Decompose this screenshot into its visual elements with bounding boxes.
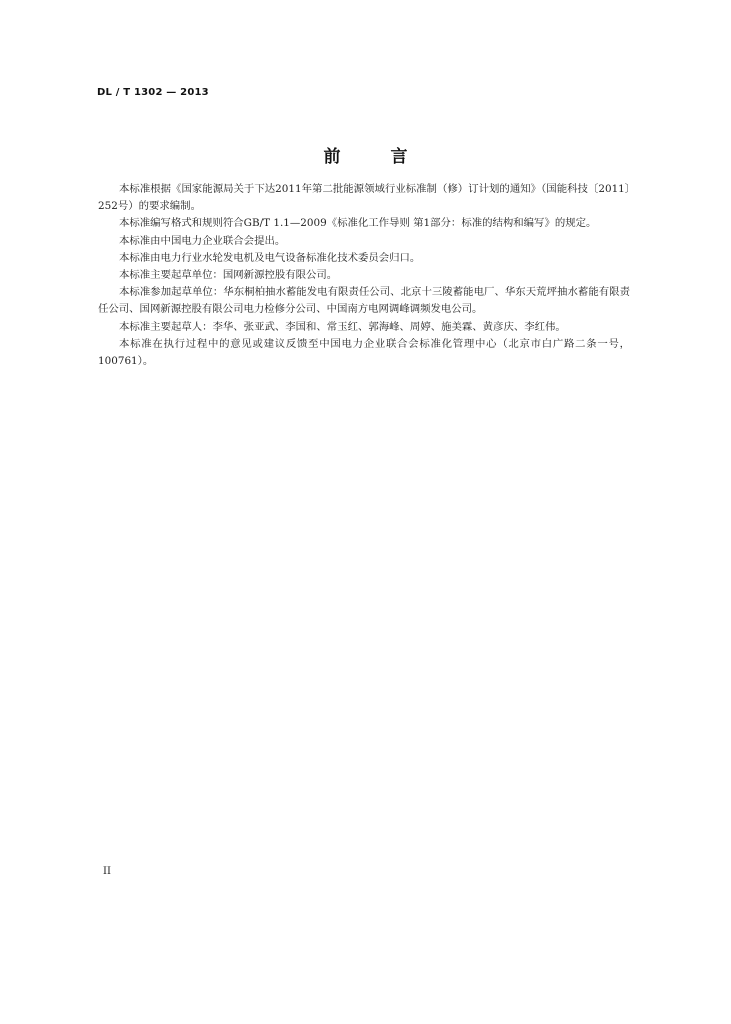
paragraph-format: 本标准编写格式和规则符合GB/T 1.1—2009《标准化工作导则 第1部分：标准的结构和编写》的规定。 [119,217,597,230]
document-code: DL / T 1302 — 2013 [97,87,209,98]
page-title: 前 言 [323,147,430,167]
paragraph-participating-drafters: 本标准参加起草单位：华东桐柏抽水蓄能发电有限责任公司、北京十三陵蓄能电厂、华东天荒坪抽水蓄能有限责任公司、国网新源控股有限公司电力检修分公司、中国南方电网调峰调频发电公司。 [98,286,630,316]
foreword-body [98,181,630,370]
paragraph-main-drafter: 本标准主要起草单位：国网新源控股有限公司。 [119,269,338,282]
page-number: II [103,866,111,877]
paragraph-main-authors: 本标准主要起草人：李华、张亚武、李国和、常玉红、郭海峰、周婷、施美霖、黄彦庆、李红伟。 [119,320,566,333]
paragraph-committee: 本标准由电力行业水轮发电机及电气设备标准化技术委员会归口。 [119,251,421,264]
paragraph-proposer: 本标准由中国电力企业联合会提出。 [119,234,286,247]
paragraph-feedback: 本标准在执行过程中的意见或建议反馈至中国电力企业联合会标准化管理中心（北京市白广路二条一号，100761）。 [98,337,630,368]
paragraph-basis: 本标准根据《国家能源局关于下达2011年第二批能源领域行业标准制（修）订计划的通知》（国能科技〔2011〕252号）的要求编制。 [98,183,630,213]
